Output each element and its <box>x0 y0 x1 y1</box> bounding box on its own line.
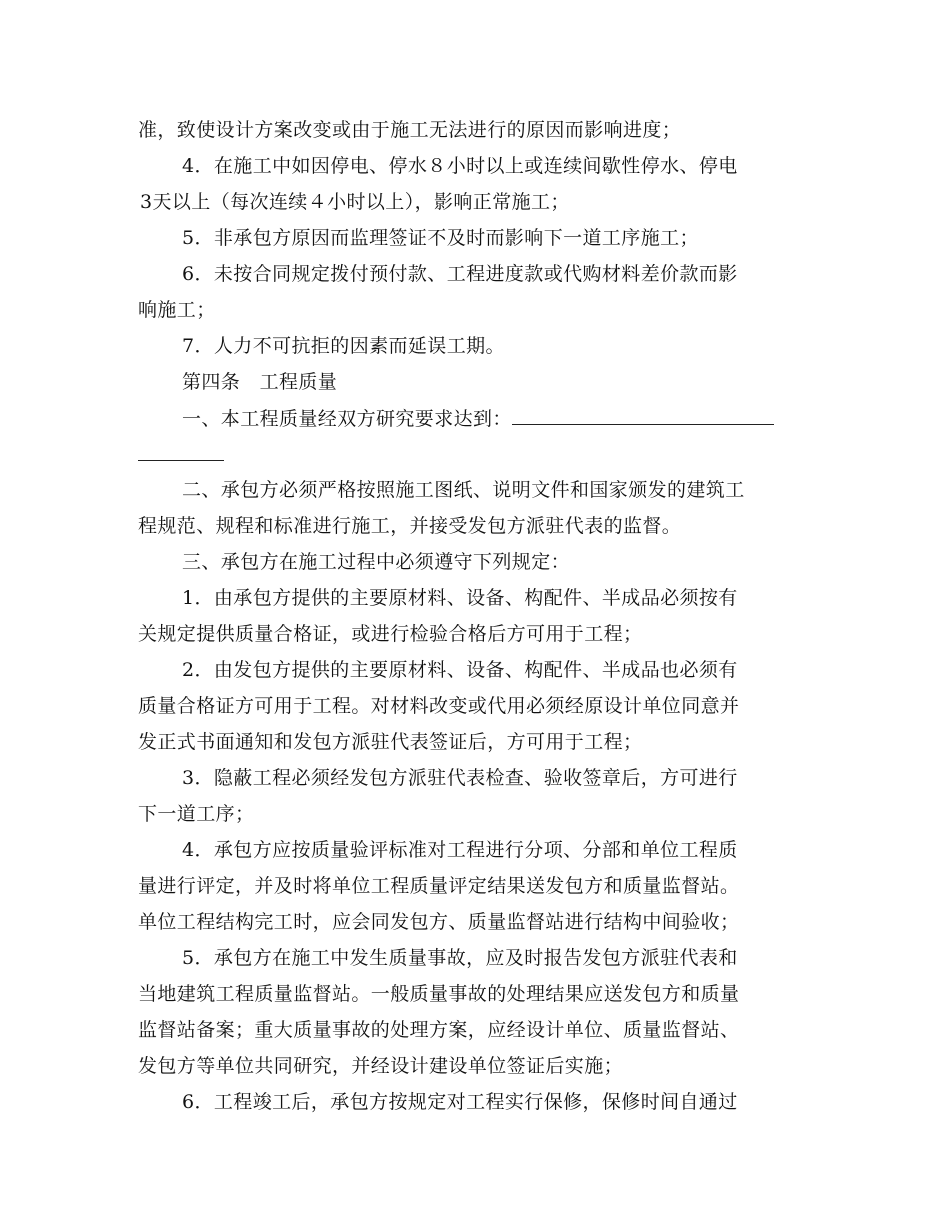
paragraph-line: 二、承包方必须严格按照施工图纸、说明文件和国家颁发的建筑工 <box>182 479 745 501</box>
fill-in-blank <box>138 442 224 461</box>
paragraph-line: 发正式书面通知和发包方派驻代表签证后，方可用于工程； <box>138 731 643 753</box>
paragraph-line: 质量合格证方可用于工程。对材料改变或代用必须经原设计单位同意并 <box>138 695 740 717</box>
paragraph-line: 响施工； <box>138 299 216 321</box>
paragraph-line: 三、承包方在施工过程中必须遵守下列规定： <box>182 551 571 573</box>
paragraph-line: 当地建筑工程质量监督站。一般质量事故的处理结果应送发包方和质量 <box>138 983 740 1005</box>
paragraph-line: 监督站备案；重大质量事故的处理方案，应经设计单位、质量监督站、 <box>138 1019 740 1041</box>
paragraph-line: 准，致使设计方案改变或由于施工无法进行的原因而影响进度； <box>138 119 682 141</box>
paragraph-line: 单位工程结构完工时，应会同发包方、质量监督站进行结构中间验收； <box>138 911 740 933</box>
list-item-line: 5．非承包方原因而监理签证不及时而影响下一道工序施工； <box>182 227 699 249</box>
paragraph-line: 程规范、规程和标准进行施工，并接受发包方派驻代表的监督。 <box>138 515 682 537</box>
paragraph-line: 量进行评定，并及时将单位工程质量评定结果送发包方和质量监督站。 <box>138 875 740 897</box>
list-item-line: 6．未按合同规定拨付预付款、工程进度款或代购材料差价款而影 <box>182 263 738 285</box>
list-item-line: 4．在施工中如因停电、停水８小时以上或连续间歇性停水、停电 <box>182 155 738 177</box>
paragraph-line: 下一道工序； <box>138 803 255 825</box>
quality-requirement-label: 一、本工程质量经双方研究要求达到： <box>182 408 512 430</box>
list-item-line: 2．由发包方提供的主要原材料、设备、构配件、半成品也必须有 <box>182 659 738 681</box>
paragraph-line: 3天以上（每次连续４小时以上），影响正常施工； <box>140 191 570 213</box>
section-heading: 第四条 工程质量 <box>182 371 338 393</box>
paragraph-line: 关规定提供质量合格证，或进行检验合格后方可用于工程； <box>138 623 643 645</box>
fill-in-blank-continued <box>138 442 950 467</box>
list-item-line: 4．承包方应按质量验评标准对工程进行分项、分部和单位工程质 <box>182 839 738 861</box>
quality-requirement-line <box>182 406 950 431</box>
list-item-line: 5．承包方在施工中发生质量事故，应及时报告发包方派驻代表和 <box>182 947 738 969</box>
list-item-line: 3．隐蔽工程必须经发包方派驻代表检查、验收签章后，方可进行 <box>182 767 738 789</box>
paragraph-line: 发包方等单位共同研究，并经设计建设单位签证后实施； <box>138 1055 624 1077</box>
fill-in-blank <box>512 406 774 425</box>
list-item-line: 7．人力不可抗拒的因素而延误工期。 <box>182 335 505 357</box>
list-item-line: 1．由承包方提供的主要原材料、设备、构配件、半成品必须按有 <box>182 587 738 609</box>
list-item-line: 6．工程竣工后，承包方按规定对工程实行保修，保修时间自通过 <box>182 1091 738 1113</box>
